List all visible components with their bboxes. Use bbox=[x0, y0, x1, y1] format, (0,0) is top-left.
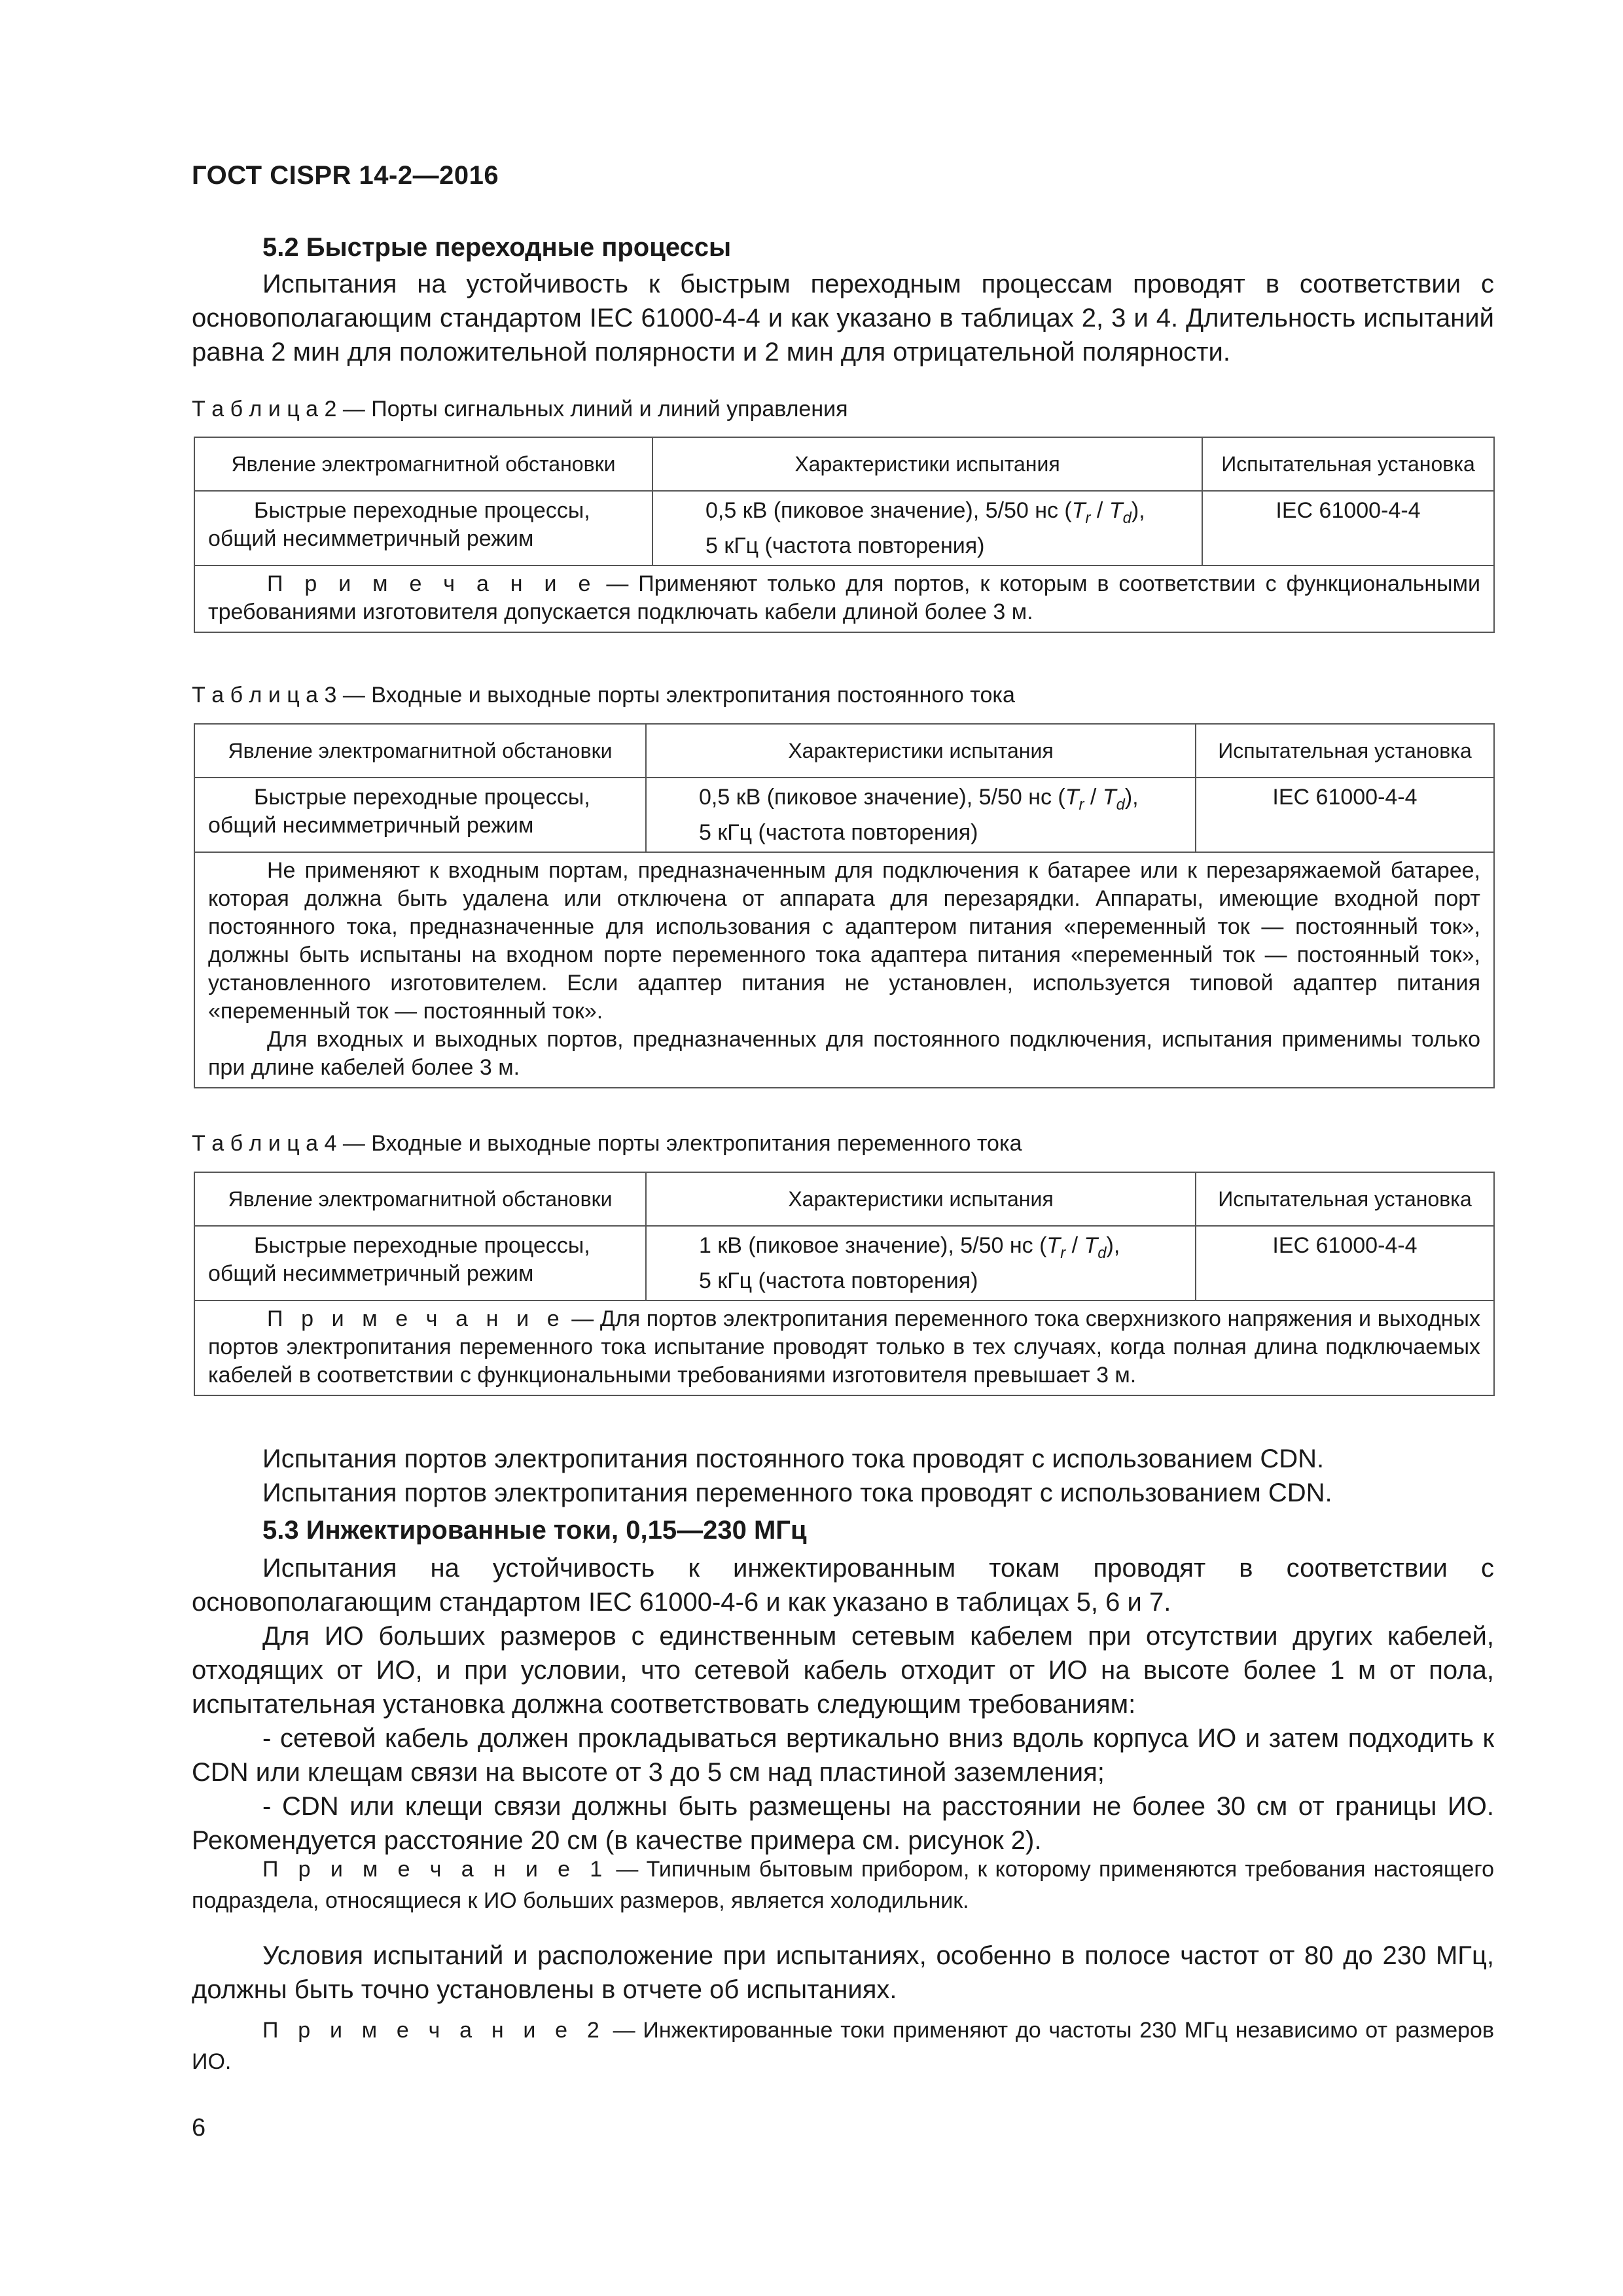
cell-line: Быстрые переходные процессы, bbox=[254, 785, 590, 810]
table-cell-phenomenon bbox=[194, 1226, 646, 1300]
table-2-caption bbox=[192, 397, 848, 422]
table-3-caption bbox=[192, 683, 1015, 708]
section-5-2-title: 5.2 Быстрые переходные процессы bbox=[262, 233, 732, 262]
cell-line: 5 кГц (частота повторения) bbox=[699, 1268, 978, 1293]
cell-line: 5 кГц (частота повторения) bbox=[699, 819, 978, 845]
column-header: Испытательная установка bbox=[1196, 724, 1494, 778]
cell-line: общий несимметричный режим bbox=[208, 813, 534, 838]
note-paragraph: Для входных и выходных портов, предназначенных для постоянного подключения, испытания применимы только при длине кабелей более 3 м. bbox=[208, 1027, 1480, 1080]
table-cell-setup: IEC 61000-4-4 bbox=[1196, 1226, 1494, 1300]
table-note bbox=[194, 565, 1494, 632]
table-label: Т а б л и ц а 4 bbox=[192, 1131, 337, 1156]
paragraph: Для ИО больших размеров с единственным сетевым кабелем при отсутствии других кабелей, отходящих от ИО, и при условии, что сетевой кабель отходит от ИО на высоте более 1 м от пола, испытательная установка должна соответствовать следующим требованиям: bbox=[192, 1622, 1494, 1719]
section-5-3-text bbox=[192, 1551, 1494, 1857]
note-label: П р и м е ч а н и е bbox=[267, 571, 597, 596]
column-header: Испытательная установка bbox=[1196, 1172, 1494, 1226]
paragraph: - CDN или клещи связи должны быть размещены на расстоянии не более 30 см от границы ИО. Рекомендуется расстояние 20 см (в качестве примера см. рисунок 2). bbox=[192, 1792, 1494, 1855]
note-label: П р и м е ч а н и е 2 bbox=[262, 2018, 605, 2043]
cell-text: 0,5 кВ (пиковое значение), 5/50 нс ( bbox=[699, 785, 1065, 810]
section-5-3-conditions bbox=[192, 1939, 1494, 2007]
table-label: Т а б л и ц а 2 bbox=[192, 397, 337, 422]
note-paragraph bbox=[192, 2015, 1494, 2077]
note-2 bbox=[192, 2015, 1494, 2077]
note-text: — Применяют только для портов, к которым в соответствии с функциональными требованиями изготовителя допускается подключать кабели длиной более 3 м. bbox=[208, 571, 1480, 624]
note-paragraph bbox=[192, 1854, 1494, 1916]
table-caption-text: — Порты сигнальных линий и линий управления bbox=[336, 397, 848, 422]
column-header: Явление электромагнитной обстановки bbox=[194, 437, 652, 491]
table-cell-phenomenon bbox=[194, 778, 646, 852]
paragraph: Испытания портов электропитания переменного тока проводят с использованием CDN. bbox=[262, 1479, 1332, 1507]
note-text: — Инжектированные токи применяют до частоты 230 МГц независимо от размеров ИО. bbox=[192, 2018, 1495, 2074]
table-cell-characteristics bbox=[646, 778, 1196, 852]
table-4-caption bbox=[192, 1131, 1022, 1157]
note-1 bbox=[192, 1854, 1494, 1916]
paragraph: Испытания портов электропитания постоянного тока проводят с использованием CDN. bbox=[262, 1444, 1325, 1473]
column-header: Испытательная установка bbox=[1202, 437, 1494, 491]
note-text: — Для портов электропитания переменного тока сверхнизкого напряжения и выходных портов электропитания переменного тока испытание проводят только в тех случаях, когда полная длина подключаемых кабелей в соответствии с функциональными требованиями изготовителя превышает 3 м. bbox=[208, 1306, 1480, 1388]
page-number: 6 bbox=[192, 2114, 206, 2142]
cell-line: общий несимметричный режим bbox=[208, 1261, 534, 1286]
table-4 bbox=[194, 1172, 1495, 1396]
cdn-paragraphs bbox=[192, 1442, 1494, 1510]
cell-line: Быстрые переходные процессы, bbox=[254, 498, 590, 523]
table-label: Т а б л и ц а 3 bbox=[192, 683, 337, 708]
note-text: — Типичным бытовым прибором, к которому применяются требования настоящего подраздела, относящиеся к ИО больших размеров, является холодильник. bbox=[192, 1857, 1494, 1913]
column-header: Характеристики испытания bbox=[652, 437, 1202, 491]
cell-line: общий несимметричный режим bbox=[208, 526, 534, 551]
section-5-2-text bbox=[192, 267, 1494, 369]
table-2 bbox=[194, 437, 1495, 633]
paragraph: Испытания на устойчивость к инжектированным токам проводят в соответствии с основополагающим стандартом IEC 61000-4-6 и как указано в таблицах 5, 6 и 7. bbox=[192, 1554, 1494, 1617]
section-5-3-title: 5.3 Инжектированные токи, 0,15—230 МГц bbox=[262, 1516, 807, 1545]
note-label: П р и м е ч а н и е bbox=[267, 1306, 565, 1331]
cell-line: Быстрые переходные процессы, bbox=[254, 1233, 590, 1258]
paragraph: Условия испытаний и расположение при испытаниях, особенно в полосе частот от 80 до 230 МГц, должны быть точно установлены в отчете об испытаниях. bbox=[192, 1941, 1494, 2004]
cell-text: 1 кВ (пиковое значение), 5/50 нс ( bbox=[699, 1233, 1047, 1258]
note-paragraph: Не применяют к входным портам, предназначенным для подключения к батарее или к перезаряжаемой батарее, которая должна быть удалена или отключена от аппарата для перезарядки. Аппараты, имеющие входной порт постоянного тока, предназначенные для использования с адаптером питания «переменный ток — постоянный ток», должны быть испытаны на входном порте переменного тока адаптера питания «переменный ток — постоянный ток», установленного изготовителем. Если адаптер питания не установлен, используется типовой адаптер питания «переменный ток — постоянный ток». bbox=[208, 858, 1480, 1024]
column-header: Явление электромагнитной обстановки bbox=[194, 1172, 646, 1226]
paragraph: Испытания на устойчивость к быстрым переходным процессам проводят в соответствии с основополагающим стандартом IEC 61000-4-4 и как указано в таблицах 2, 3 и 4. Длительность испытаний равна 2 мин для положительной полярности и 2 мин для отрицательной полярности. bbox=[192, 270, 1494, 367]
table-cell-characteristics bbox=[646, 1226, 1196, 1300]
table-caption-text: — Входные и выходные порты электропитания переменного тока bbox=[336, 1131, 1022, 1156]
note-paragraph bbox=[208, 1305, 1480, 1390]
column-header: Явление электромагнитной обстановки bbox=[194, 724, 646, 778]
table-note bbox=[194, 1300, 1494, 1395]
column-header: Характеристики испытания bbox=[646, 1172, 1196, 1226]
table-note bbox=[194, 852, 1494, 1088]
table-cell-phenomenon bbox=[194, 491, 652, 565]
cell-line: 0,5 кВ (пиковое значение), 5/50 нс $(T_r / T_d)$, bbox=[705, 498, 1145, 527]
cell-line: 5 кГц (частота повторения) bbox=[705, 533, 985, 558]
table-cell-setup: IEC 61000-4-4 bbox=[1196, 778, 1494, 852]
cell-line: 0,5 кВ (пиковое значение), 5/50 нс $(T_r / T_d)$, bbox=[699, 785, 1139, 814]
table-3 bbox=[194, 723, 1495, 1088]
note-paragraph bbox=[208, 570, 1480, 626]
document-header: ГОСТ CISPR 14-2—2016 bbox=[192, 161, 499, 190]
table-cell-characteristics bbox=[652, 491, 1202, 565]
table-cell-setup: IEC 61000-4-4 bbox=[1202, 491, 1494, 565]
column-header: Характеристики испытания bbox=[646, 724, 1196, 778]
paragraph: - сетевой кабель должен прокладываться вертикально вниз вдоль корпуса ИО и затем подходить к CDN или клещам связи на высоте от 3 до 5 см над пластиной заземления; bbox=[192, 1724, 1494, 1787]
table-caption-text: — Входные и выходные порты электропитания постоянного тока bbox=[336, 683, 1015, 708]
cell-line: 1 кВ (пиковое значение), 5/50 нс $(T_r / T_d)$, bbox=[699, 1233, 1120, 1262]
cell-text: 0,5 кВ (пиковое значение), 5/50 нс ( bbox=[705, 498, 1072, 523]
note-label: П р и м е ч а н и е 1 bbox=[262, 1857, 609, 1882]
